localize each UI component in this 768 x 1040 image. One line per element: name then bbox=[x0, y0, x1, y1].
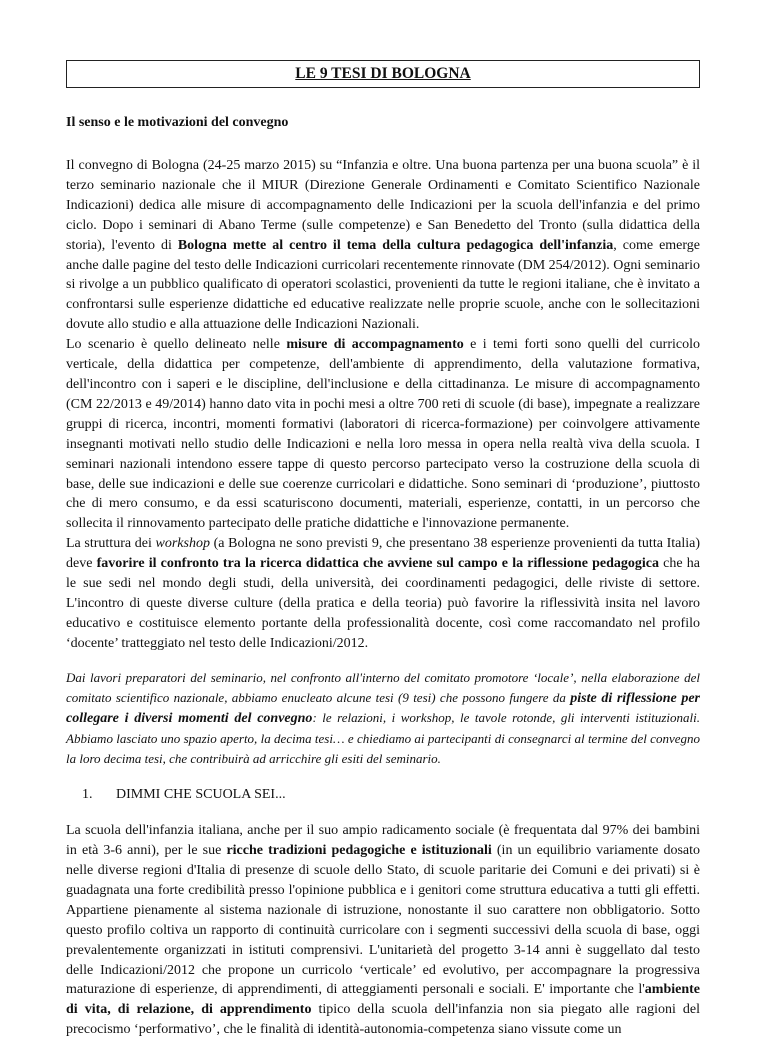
paragraph-1-text-a: Il convegno di Bologna (24-25 marzo 2015) su “Infanzia e oltre. Una buona partenza per una buona scuola” è il terzo seminario nazionale che il MIUR (Direzione Generale Ordinamenti e Comitato Scientifico Nazionale Indicazioni) dedica alle misure di accompagnamento delle Indicazioni per la scuola dell'infanzia e del primo ciclo. Dopo i seminari di Abano Terme (sulle competenze) e San Benedetto del Tronto (sulla didattica della storia), l'evento di bbox=[66, 158, 700, 253]
list-item-label: DIMMI CHE SCUOLA SEI... bbox=[116, 787, 286, 803]
spacer bbox=[66, 654, 700, 668]
italic-note-bold: piste di riflessione per collegare i diversi momenti del convegno bbox=[66, 690, 701, 727]
section-heading: Il senso e le motivazioni del convegno bbox=[66, 115, 289, 130]
paragraph-3-bold: favorire il confronto tra la ricerca didattica che avviene sul campo e la riflessione pedagogica bbox=[96, 556, 659, 572]
paragraph-4-text-b: (in un equilibrio variamente dosato nelle diverse regioni d'Italia di presenze di scuole dello Stato, di scuole paritarie dei Comuni e dei privati) si è guadagnata una forte credibilità presso l'opinione pubblica e i genitori come struttura educativa a tutti gli effetti. Appartiene pienamente al sistema nazionale di istruzione, nonostante il suo carattere non obbligatorio. Sotto questo profilo coltiva un rapporto di continuità curricolare con i segmenti successivi della scuola di base, oggi prevalentemente organizzati in istituti comprensivi. L'unitarietà del progetto 3-14 anni è suggellato dal testo delle Indicazioni/2012 che propone un curricolo ‘verticale’ ed evolutivo, per accompagnare la progressiva maturazione di esperienze, di apprendimenti, di atteggiamenti personali e sociali. E' importante che l' bbox=[66, 843, 700, 998]
paragraph-2-text-b: e i temi forti sono quelli del curricolo verticale, della didattica per competenze, dell'ambiente di apprendimento, della valutazione formativa, dell'incontro con i saperi e le discipline, dell'inclusione e della cittadinanza. Le misure di accompagnamento (CM 22/2013 e 49/2014) hanno dato vita in pochi mesi a oltre 700 reti di scuole (di base), impegnate a realizzare gruppi di ricerca, incontri, momenti formativi (laboratori di ricerca-formazione) per coinvolgere attivamente insegnanti motivati nello studio delle Indicazioni e nella loro messa in opera nella realtà viva della scuola. I seminari nazionali intendono essere tappe di questo percorso partecipato verso la costruzione della scuola di base, delle sue indicazioni e delle sue coerenze curricolari e didattiche. Sono seminari di ‘produzione’, piuttosto che di mero consumo, e da essi scaturiscono documenti, materiali, esperienze, contatti, in un percorso che sollecita il rinnovamento partecipato delle pratiche didattiche e l'innovazione permanente. bbox=[66, 337, 701, 532]
paragraph-3-italic: workshop bbox=[155, 536, 210, 552]
paragraph-1-text-b: , come emerge anche dalle pagine del testo delle Indicazioni curricolari recentemente rinnovate (DM 254/2012). Ogni seminario si rivolge a un pubblico qualificato di operatori scolastici, provenienti da tutte le regioni italiane, che è invitato a confrontarsi sulle esperienze didattiche ed educative realizzate nelle proprie scuole, anche con le sollecitazioni dovute allo studio e alla attuazione delle Indicazioni Nazionali. bbox=[66, 237, 701, 333]
list-item-number: 1. bbox=[82, 787, 93, 803]
paragraph-1 bbox=[66, 156, 700, 335]
paragraph-4-bold-b: ambiente di vita, di relazione, di apprendimento bbox=[66, 982, 700, 1018]
document-body bbox=[66, 113, 700, 1040]
list-item-1 bbox=[66, 785, 700, 805]
paragraph-4-text-c: tipico della scuola dell'infanzia non sia piegato alle ragioni del precocismo ‘performativo’, che le finalità di identità-autonomia-competenza siano vissute come un bbox=[66, 1002, 701, 1038]
paragraph-4 bbox=[66, 821, 700, 1040]
paragraph-4-bold-a: ricche tradizioni pedagogiche e istituzionali bbox=[226, 843, 492, 859]
italic-note-text-a: Dai lavori preparatori del seminario, nel confronto all'interno del comitato promotore ‘locale’, nella elaborazione del comitato scientifico nazionale, abbiamo enucleato alcune tesi (9 tesi) che possono fungere da bbox=[66, 669, 700, 705]
paragraph-3 bbox=[66, 534, 700, 653]
paragraph-3-text-c: che ha le sue sedi nel mondo degli studi, della università, dei coordinamenti pedagogici, delle riviste di settore. L'incontro di queste diverse culture (della pratica e della teoria) può favorire la riflessività insita nel lavoro educativo e costituisce elemento portante della professionalità docente, così come raccomandato nel profilo ‘docente’ tratteggiato nel testo delle Indicazioni/2012. bbox=[66, 556, 700, 651]
paragraph-2-bold: misure di accompagnamento bbox=[286, 337, 464, 353]
paragraph-2-text-a: Lo scenario è quello delineato nelle bbox=[66, 337, 287, 353]
paragraph-1-bold: Bologna mette al centro il tema della cultura pedagogica dell'infanzia bbox=[177, 237, 614, 253]
document-title: LE 9 TESI DI BOLOGNA bbox=[66, 60, 700, 88]
paragraph-4-text-a: La scuola dell'infanzia italiana, anche per il suo ampio radicamento sociale (è frequentata dal 97% dei bambini in età 3-6 anni), per le sue bbox=[66, 823, 700, 859]
italic-note bbox=[66, 668, 700, 770]
paragraph-2 bbox=[66, 335, 700, 534]
italic-note-text-b: : le relazioni, i workshop, le tavole rotonde, gli interventi istituzionali. Abbiamo lasciato uno spazio aperto, la decima tesi… e chiediamo ai partecipanti di consegnarci al termine del convegno la loro decima tesi, che contribuirà ad arricchire gli esiti del seminario. bbox=[66, 710, 700, 767]
paragraph-3-text-b: (a Bologna ne sono previsti 9, che presentano 38 esperienze provenienti da tutta Italia) deve bbox=[66, 536, 701, 572]
paragraph-3-text-a: La struttura dei bbox=[66, 536, 156, 552]
